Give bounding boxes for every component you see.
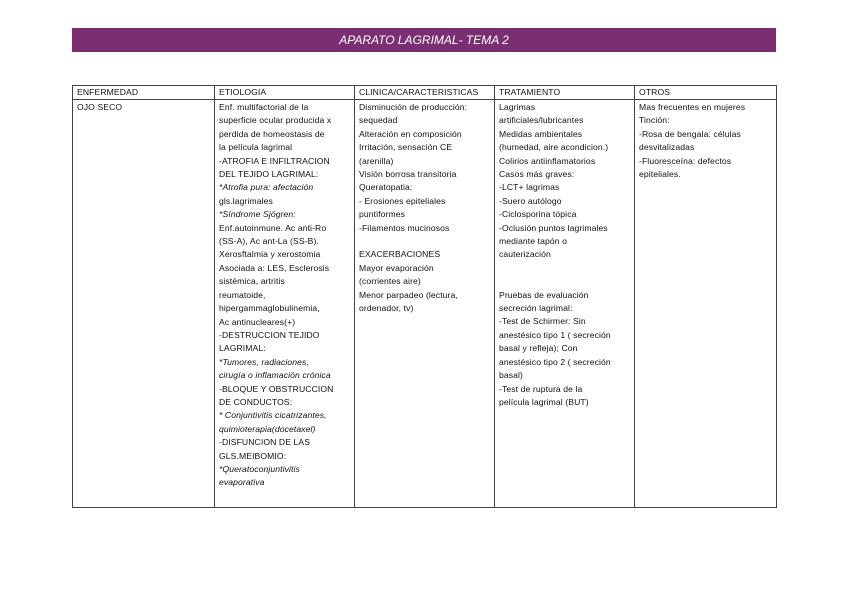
cell-line: Mas frecuentes en mujeres	[639, 102, 746, 112]
cell-line: epiteliales.	[639, 169, 681, 180]
cell-line: Queratopatia:	[359, 182, 413, 193]
header-clinica: CLINICA/CARACTERISTICAS	[355, 86, 495, 100]
document-title: APARATO LAGRIMAL- TEMA 2	[72, 28, 776, 52]
cell-line: *Tumores, radiaciones,	[219, 356, 309, 367]
cell-line: película lagrimal (BUT)	[499, 396, 589, 407]
cell-line: -DESTRUCCION TEJIDO	[219, 329, 320, 340]
cell-line: la película lagrimal	[219, 142, 293, 153]
header-otros: OTROS	[635, 86, 777, 100]
cell-line: Tinción:	[639, 115, 670, 126]
cell-line: EXACERBACIONES	[359, 249, 441, 260]
cell-line: (SS-A), Ac ant-La (SS-B).	[219, 236, 319, 247]
cell-line: Xerosftalmia y xerostomia	[219, 249, 321, 260]
cell-line: -Test de Schirmer: Sin	[499, 316, 586, 327]
cell-line: ordenador, tv)	[359, 303, 414, 314]
cell-line: cirugía o inflamación crónica	[219, 370, 331, 381]
cell-line: Menor parpadeo (lectura,	[359, 289, 458, 300]
cell-enfermedad	[73, 100, 215, 508]
cell-line: perdida de homeostasis de	[219, 128, 325, 139]
cell-line: Ac antinucleares(+)	[219, 316, 296, 327]
cell-line: secreción lagrimal:	[499, 303, 573, 314]
cell-line: *Síndrome Sjögren:	[219, 209, 296, 220]
disease-table	[72, 85, 777, 508]
cell-line: Pruebas de evaluación	[499, 289, 589, 300]
cell-line: -ATROFIA E INFILTRACION	[219, 155, 330, 166]
cell-line: -Rosa de bengala: células	[639, 128, 741, 139]
cell-line: *Queratoconjuntivitis	[219, 463, 300, 474]
cell-line: Disminución de producción:	[359, 102, 468, 112]
cell-line: -Fluoresceína: defectos	[639, 155, 732, 166]
cell-line: (arenilla)	[359, 155, 394, 166]
cell-line: Casos más graves:	[499, 169, 575, 180]
cell-line: sistémica, artritis	[219, 276, 285, 287]
cell-line: sequedad	[359, 115, 398, 126]
cell-line: -Ciclosporina tópica	[499, 209, 577, 220]
cell-line: DEL TEJIDO LAGRIMAL:	[219, 169, 319, 180]
cell-line: (corrientes aire)	[359, 276, 421, 287]
cell-line: OJO SECO	[77, 102, 123, 112]
cell-line: superficie ocular producida x	[219, 115, 332, 126]
cell-line: GLS.MEIBOMIO:	[219, 450, 287, 461]
cell-line	[359, 235, 490, 248]
cell-line: LAGRIMAL:	[219, 343, 266, 354]
cell-line: anestésico tipo 1 ( secreción	[499, 329, 611, 340]
cell-line: Colirios antiinflamatorios	[499, 155, 596, 166]
cell-line: Alteración en composición	[359, 128, 462, 139]
cell-line: Enf.autoinmune. Ac anti-Ro	[219, 222, 327, 233]
cell-line: desvitalizadas	[639, 142, 695, 153]
cell-line: Lagrimas	[499, 102, 536, 112]
cell-line	[499, 275, 630, 288]
cell-line: Medidas ambientales	[499, 128, 583, 139]
cell-line: Asociada a: LES, Esclerosis	[219, 262, 330, 273]
cell-line: -DISFUNCION DE LAS	[219, 437, 311, 448]
cell-line: mediante tapón o	[499, 236, 568, 247]
cell-line: -Oclusión puntos lagrimales	[499, 222, 608, 233]
cell-line: - Erosiones epiteliales	[359, 195, 446, 206]
cell-line: cauterización	[499, 249, 551, 260]
cell-line: Mayor evaporación	[359, 262, 434, 273]
header-etiologia: ETIOLOGIA	[215, 86, 355, 100]
cell-line: artificiales/lubricantes	[499, 115, 584, 126]
cell-line: anestésico tipo 2 ( secreción	[499, 356, 611, 367]
cell-line: (humedad, aire acondicion.)	[499, 142, 609, 153]
cell-line: -Test de ruptura de la	[499, 383, 583, 394]
cell-line: hipergammaglobulinemia,	[219, 303, 320, 314]
header-tratamiento: TRATAMIENTO	[495, 86, 635, 100]
cell-line: reumatoide,	[219, 289, 266, 300]
cell-line: DE CONDUCTOS:	[219, 396, 293, 407]
cell-line: * Conjuntivitis cicatrizantes,	[219, 410, 327, 421]
table-row	[73, 100, 777, 508]
cell-line: *Atrofia pura: afectación	[219, 182, 314, 193]
cell-line: -Filamentos mucinosos	[359, 222, 450, 233]
cell-line: Enf. multifactorial de la	[219, 102, 309, 112]
cell-line: puntiformes	[359, 209, 405, 220]
cell-line: gls.lagrimales	[219, 195, 273, 206]
cell-clinica	[355, 100, 495, 508]
table-header-row	[73, 86, 777, 100]
cell-line: -BLOQUE Y OBSTRUCCION	[219, 383, 334, 394]
cell-line	[499, 262, 630, 275]
cell-line: -Suero autólogo	[499, 195, 562, 206]
header-enfermedad: ENFERMEDAD	[73, 86, 215, 100]
cell-line: Irritación, sensación CE	[359, 142, 453, 153]
cell-line: Visión borrosa transitoria	[359, 169, 457, 180]
cell-line: basal)	[499, 370, 524, 381]
cell-line: evaporativa	[219, 477, 265, 488]
cell-etiologia	[215, 100, 355, 508]
cell-otros	[635, 100, 777, 508]
cell-line: quimioterapia(docetaxel)	[219, 423, 316, 434]
cell-line: -LCT+ lagrimas	[499, 182, 560, 193]
cell-tratamiento	[495, 100, 635, 508]
cell-line: basal y refleja); Con	[499, 343, 578, 354]
